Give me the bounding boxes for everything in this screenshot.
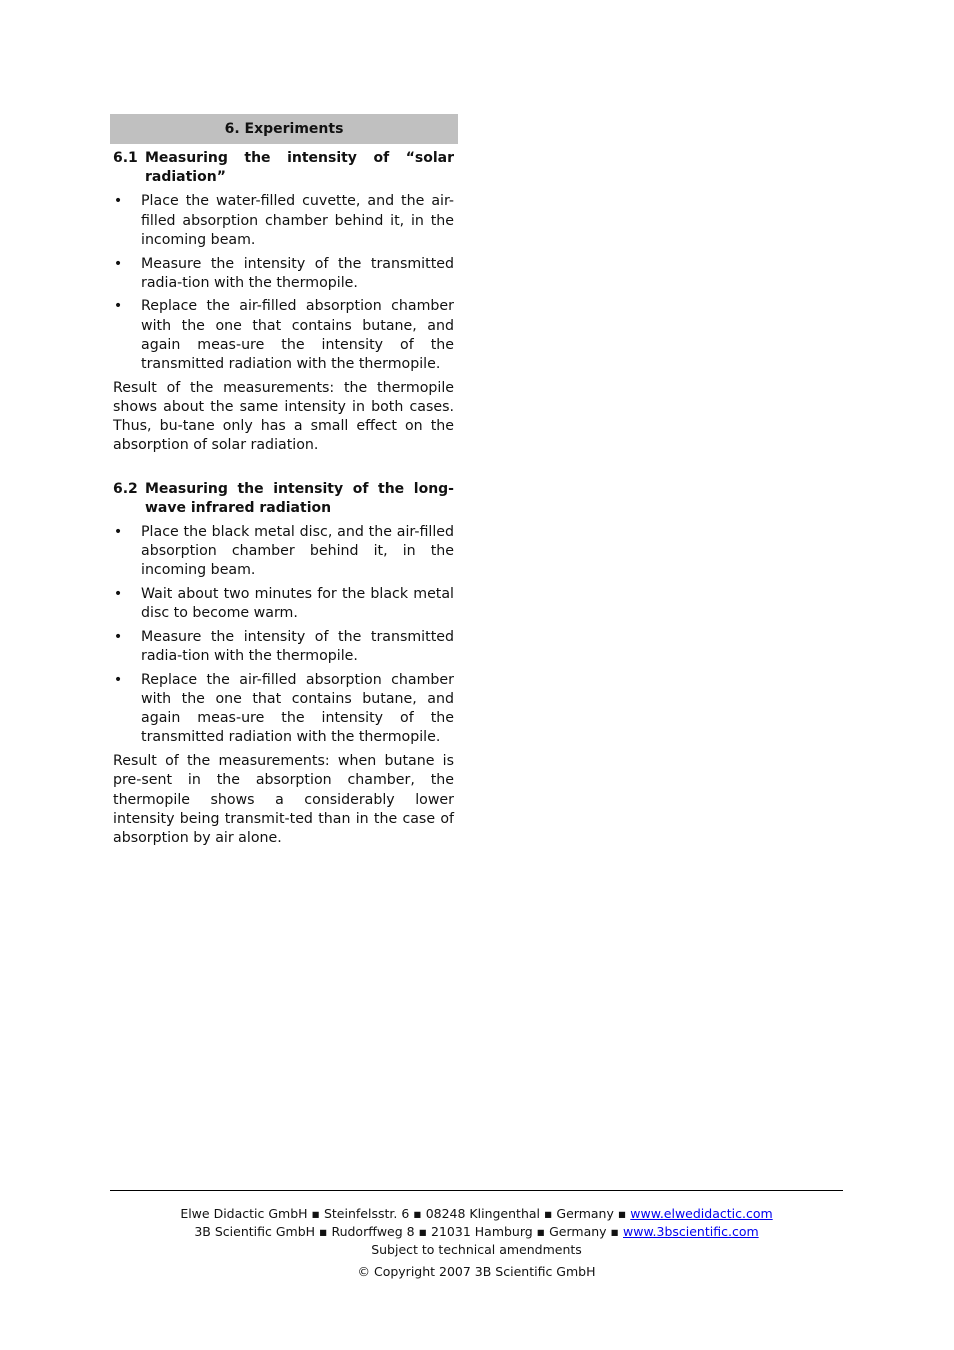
- instruction-list: [110, 192, 458, 374]
- result-paragraph: Result of the measurements: when butane is pre-sent in the absorption chamber, the thermopile shows a considerably lower intensity being transmit-ted than in the case of absorption by air alone.: [113, 753, 454, 846]
- list-item: [110, 628, 458, 666]
- experiments-column: [110, 114, 458, 848]
- bullet-icon: •: [113, 628, 123, 645]
- result-paragraph: Result of the measurements: the thermopile shows about the same intensity in both cases. Thus, bu-tane only has a small effect on the absorption of solar radiation.: [113, 379, 454, 454]
- list-item-text: Place the black metal disc, and the air-filled absorption chamber behind it, in the incoming beam.: [141, 523, 454, 579]
- footer-address-elwe: Elwe Didactic GmbH ▪ Steinfelsstr. 6 ▪ 08248 Klingenthal ▪ Germany ▪: [180, 1206, 631, 1221]
- bullet-icon: •: [113, 586, 123, 603]
- subsection-number: 6.1: [113, 150, 138, 166]
- list-item: [110, 671, 458, 748]
- list-item-text: Replace the air-filled absorption chamber with the one that contains butane, and again meas-ure the intensity of the transmitted radiation with the thermopile.: [141, 298, 454, 373]
- section-header: 6. Experiments: [110, 114, 458, 144]
- list-item: [110, 255, 458, 293]
- list-item-text: Measure the intensity of the transmitted radia-tion with the thermopile.: [141, 628, 454, 665]
- list-item-text: Wait about two minutes for the black metal disc to become warm.: [141, 586, 454, 622]
- footer-line-elwe: [110, 1205, 843, 1223]
- footer-copyright: © Copyright 2007 3B Scientific GmbH: [357, 1264, 596, 1279]
- bullet-icon: •: [113, 671, 123, 688]
- link-3bscientific[interactable]: www.3bscientific.com: [623, 1224, 759, 1239]
- footer-amendments: Subject to technical amendments: [371, 1242, 582, 1257]
- footer-address-3b: 3B Scientific GmbH ▪ Rudorffweg 8 ▪ 21031 Hamburg ▪ Germany ▪: [194, 1224, 623, 1239]
- subsection-number: 6.2: [113, 480, 138, 497]
- subsection-title: Measuring the intensity of the long-wave infrared radiation: [145, 480, 454, 516]
- footer: [110, 1205, 843, 1281]
- bullet-icon: •: [113, 193, 123, 210]
- list-item: [110, 192, 458, 250]
- footer-line-3b: [110, 1223, 843, 1241]
- list-item: [110, 585, 458, 623]
- list-item-text: Measure the intensity of the transmitted radia-tion with the thermopile.: [141, 255, 454, 291]
- bullet-icon: •: [113, 523, 123, 540]
- bullet-icon: •: [113, 298, 123, 315]
- footer-divider: [110, 1190, 843, 1191]
- list-item: [110, 297, 458, 374]
- instruction-list: [110, 523, 458, 748]
- list-item-text: Place the water-filled cuvette, and the air-filled absorption chamber behind it, in the incoming beam.: [141, 193, 454, 248]
- list-item-text: Replace the air-filled absorption chamber with the one that contains butane, and again meas-ure the intensity of the transmitted radiation with the thermopile.: [141, 671, 454, 746]
- subsection-6-1: [110, 149, 458, 456]
- subsection-title: Measuring the intensity of “solar radiation”: [145, 150, 454, 186]
- bullet-icon: •: [113, 255, 123, 272]
- list-item: [110, 523, 458, 581]
- subsection-heading: [110, 149, 458, 187]
- subsection-heading: [110, 480, 458, 518]
- link-elwedidactic[interactable]: www.elwedidactic.com: [630, 1206, 773, 1221]
- subsection-6-2: [110, 480, 458, 849]
